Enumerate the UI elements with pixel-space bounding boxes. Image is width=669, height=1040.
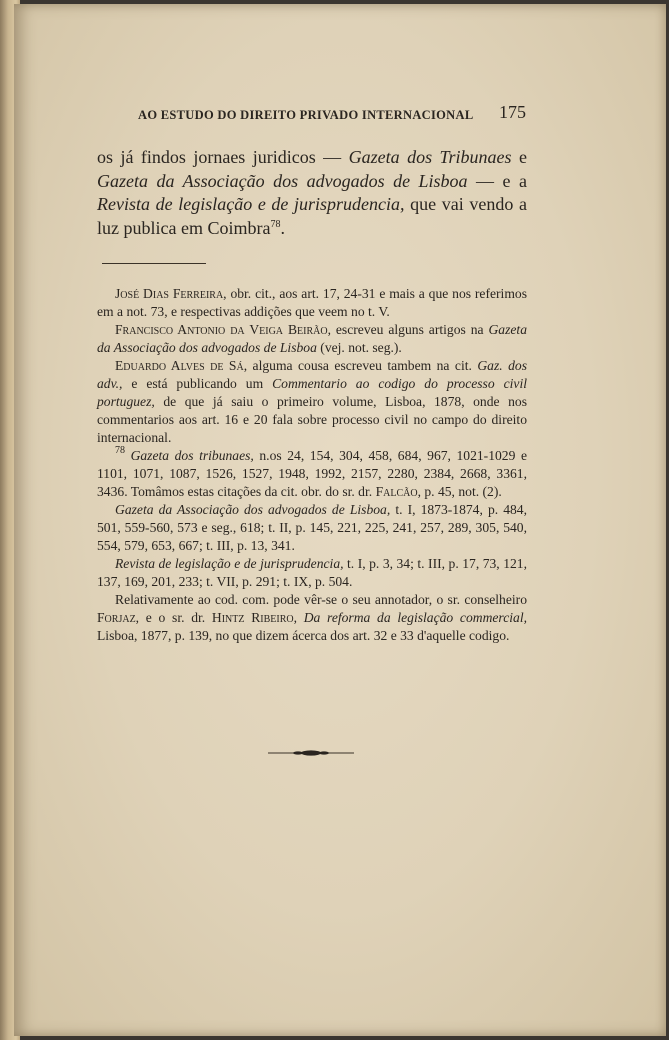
footnote-text: Relativamente ao cod. com. pode vêr-se o seu annotador, o sr. conselheiro: [115, 592, 527, 607]
footnote-text: Lisboa, 1877, p. 139, no que dizem ácerca dos art. 32 e 33 d'aquelle codigo.: [97, 628, 510, 643]
author-name: José Dias Ferreira,: [115, 286, 227, 301]
journal-title: Gazeta da Associação dos advogados de Lisboa: [97, 170, 468, 191]
body-text-span: os já findos jornaes juridicos —: [97, 147, 349, 167]
journal-title: Gaz. dos adv.,: [97, 358, 527, 391]
footnote-text: alguma cousa escreveu tambem na cit.: [247, 358, 478, 373]
page-header: [138, 102, 526, 128]
author-name: Francisco Antonio da Veiga Beirão,: [115, 322, 331, 337]
footnote-paragraph: [97, 321, 527, 357]
author-name: Forjaz,: [97, 610, 140, 625]
footnote-paragraph: [97, 591, 527, 645]
footnote-paragraph: [97, 447, 527, 501]
footnote-text: p. 45, not. (2).: [420, 484, 502, 499]
footnote-marker: 78: [270, 218, 281, 230]
journal-title: Gazeta dos tribunaes,: [130, 448, 254, 463]
author-name: Hintz Ribeiro,: [211, 610, 297, 625]
footnote-text: [297, 610, 304, 625]
footnote-text: e o sr. dr.: [139, 610, 212, 625]
page-number: 175: [499, 102, 526, 122]
end-ornament-icon: [268, 746, 354, 760]
footnote-text: (vej. not. seg.).: [316, 340, 402, 355]
book-title: Da reforma da legislação commercial,: [303, 610, 528, 625]
footnote-text: e está publicando um: [122, 376, 273, 391]
running-title: AO ESTUDO DO DIREITO PRIVADO INTERNACIONAL: [138, 108, 474, 122]
footnote-text: t. I, p. 3, 34; t. III, p. 17, 73, 121, 137, 169, 201, 233; t. VII, p. 291; t. IX, p. 504.: [97, 556, 527, 589]
book-title: Commentario ao codigo do processo civil portuguez,: [97, 376, 527, 409]
footnote-rule: [102, 263, 206, 264]
body-text-span: — e a: [467, 170, 527, 191]
author-name: Falcão,: [375, 484, 421, 499]
journal-title: Revista de legislação e de jurisprudencia,: [97, 194, 405, 214]
body-paragraph: [97, 146, 527, 240]
footnote-paragraph: [97, 285, 527, 321]
body-text-span: .: [280, 217, 285, 238]
footnote-text: t. I, 1873-1874, p. 484, 501, 559-560, 573 e seg., 618; t. II, p. 145, 221, 225, 241, 257, 289, 305, 540, 554, 579, 653, 667; t. III, p. 13, 341.: [97, 502, 527, 553]
journal-title: Gazeta da Associação dos advogados de Lisboa,: [115, 502, 391, 517]
footnote-number: 78: [115, 445, 125, 456]
journal-title: Gazeta dos Tribunaes: [348, 147, 512, 167]
footnote-text: obr. cit., aos art. 17, 24-31 e mais a que nos referimos em a not. 73, e respectivas addições que veem no t. V.: [97, 286, 527, 319]
journal-title: Gazeta da Associação dos advogados de Lisboa: [97, 322, 527, 355]
footnote-text: de que já saiu o primeiro volume, Lisboa, 1878, onde nos commentarios aos art. 16 e 20 fala sobre processo civil no campo do direito internacional.: [97, 394, 527, 445]
body-text-span: e: [511, 147, 527, 167]
footnote-text: n.os 24, 154, 304, 458, 684, 967, 1021-1029 e 1101, 1071, 1087, 1526, 1527, 1948, 1992, 2157, 2280, 2384, 2668, 3361, 3436. Tomâmos estas citações da cit. obr. do sr. dr.: [97, 448, 527, 499]
author-name: Eduardo Alves de Sá,: [115, 358, 248, 373]
journal-title: Revista de legislação e de jurisprudencia,: [115, 556, 344, 571]
footnote-paragraph: [97, 357, 527, 447]
footnotes: [97, 285, 527, 645]
footnote-paragraph: [97, 555, 527, 591]
footnote-text: escreveu alguns artigos na: [330, 322, 489, 337]
body-text-span: que vai vendo a luz publica em Coimbra: [97, 194, 527, 238]
footnote-paragraph: [97, 501, 527, 555]
